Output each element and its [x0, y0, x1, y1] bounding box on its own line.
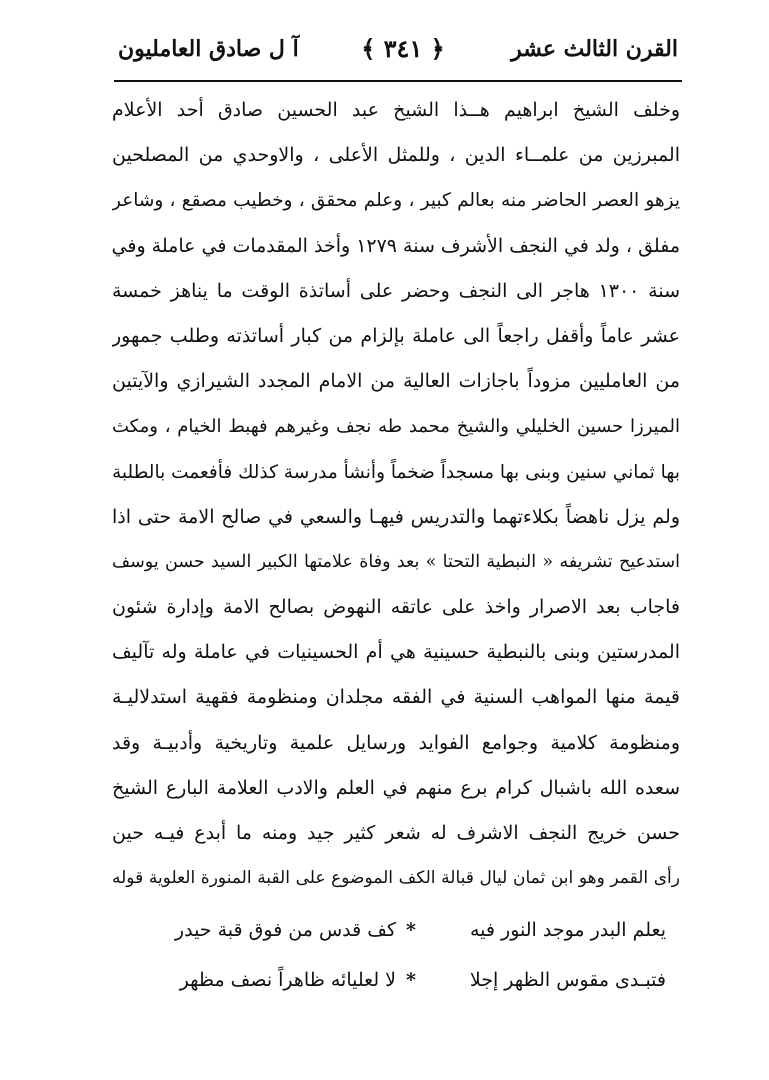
text-line: مفلق ، ولد في النجف الأشرف سنة ١٢٧٩ وأخذ المقدمات في عاملة وفي: [112, 234, 680, 257]
text-line: قيمة منها المواهب السنية في الفقه مجلدان ومنظومة فقهية استدلاليـة: [112, 686, 680, 709]
text-line: عشر عاماً وأقفل راجعاً الى عاملة بإلزام من كبار أساتذته وطلب جمهور: [112, 324, 680, 347]
verse-line: [112, 905, 680, 955]
text-line: يزهو العصر الحاضر منه بعالم كبير ، وعلم محقق ، وخطيب مصقع ، وشاعر: [112, 190, 680, 212]
body-text: [112, 88, 680, 901]
text-line: ولم يزل ناهضاً بكلاءتهما والتدريس فيهـا والسعي في صالح الامة حتى اذا: [112, 505, 680, 528]
text-line: ومنظومة كلامية وجوامع الفوايد ورسايل علمية وتاريخية وأدبيـة وقد: [112, 731, 680, 754]
page-number: ﴿ ٣٤١ ﴾: [361, 34, 445, 63]
text-line: سنة ١٣٠٠ هاجر الى النجف وحضر على أساتذة الوقت ما يناهز خمسة: [112, 279, 680, 302]
verse-separator: *: [406, 969, 416, 991]
text-line: بها ثماني سنين وبنى بها مسجداً ضخماً وأنشأ مدرسة كذلك فأفعمت بالطلبة: [112, 461, 680, 483]
text-line: وخلف الشيخ ابراهيم هــذا الشيخ عبد الحسين صادق أحد الأعلام: [112, 99, 680, 121]
text-line: سعده الله باشبال كرام برع منهم في العلم والادب العلامة البارع الشيخ: [112, 776, 680, 799]
text-line: حسن خريج النجف الاشرف له شعر كثير جيد ومنه ما أبدع فيـه حين: [112, 822, 680, 844]
text-line: المدرستين وبنى بالنبطية حسينية هي أم الحسينيات في عاملة وله تآليف: [112, 641, 680, 664]
text-line: من العامليين مزوداً باجازات العالية من الامام المجدد الشيرازي والآيتين: [112, 370, 680, 393]
verse-first-hemistich: فتبـدى مقوس الظهر إجلا: [469, 969, 666, 991]
text-line: استدعيح تشريفه « النبطية التحتا » بعد وفاة علامتها الكبير السيد حسن يوسف: [112, 551, 680, 572]
header-rule: [114, 80, 682, 82]
text-line: المبرزين من علمــاء الدين ، وللمثل الأعلى ، والاوحدي من المصلحين: [112, 144, 680, 167]
verse-separator: *: [406, 919, 416, 941]
verse-second-hemistich: كف قدس من فوق قبة حيدر: [174, 919, 396, 941]
text-line: رأى القمر وهو ابن ثمان ليال قبالة الكف الموضوع على القبة المنورة العلوية قوله: [112, 868, 680, 889]
running-head-century: القرن الثالث عشر: [511, 36, 678, 62]
poem-verses: [112, 905, 680, 1005]
running-head-family: آ ل صادق العامليون: [118, 36, 299, 62]
verse-line: [112, 955, 680, 1005]
text-line: فاجاب بعد الاصرار واخذ على عاتقه النهوض بصالح الامة وإدارة شئون: [112, 596, 680, 619]
verse-first-hemistich: يعلم البدر موجد النور فيه: [469, 919, 666, 941]
page-header: [118, 30, 678, 74]
text-line: الميرزا حسين الخليلي والشيخ محمد طه نجف وغيرهم فهبط الخيام ، ومكث: [112, 416, 680, 438]
verse-second-hemistich: لا لعليائه ظاهراً نصف مظهر: [179, 969, 396, 991]
